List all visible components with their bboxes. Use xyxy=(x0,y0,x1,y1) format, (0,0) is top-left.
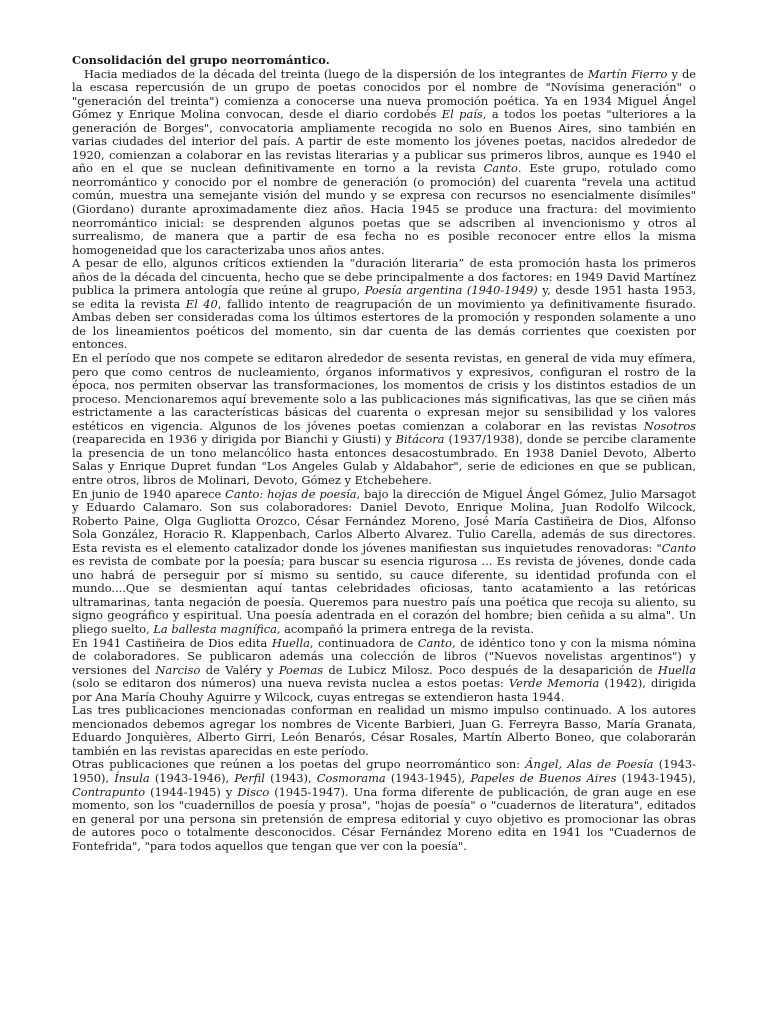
text-run: , continuadora de xyxy=(309,635,418,650)
italic-run: Canto: hojas de poesía xyxy=(225,486,357,501)
paragraph xyxy=(72,68,696,258)
text-run: En 1941 Castiñeira de Dios edita xyxy=(72,635,272,650)
text-run: Otras publicaciones que reúnen a los poetas del grupo neorromántico son: xyxy=(72,757,526,772)
italic-run: Narciso xyxy=(155,662,201,677)
text-run: (1937/1938), donde se percibe claramente la presencia de un tono melancólico hasta entonces desacostumbrado. En 1938 Daniel Devoto, Alberto Salas y Enrique Dupret fundan "Los Angeles Gulab y Aldabahor", serie de ediciones en que se publican, entre otros, libros de Molinari, Devoto, Gómez y Etchebehere. xyxy=(72,432,697,487)
text-run: (1943-1945), xyxy=(385,770,471,785)
italic-run: Verde Memoria xyxy=(508,676,600,691)
italic-run: Poemas xyxy=(278,662,324,677)
italic-run: El país xyxy=(441,107,483,122)
text-run: Las tres publicaciones mencionadas conforman en realidad un mismo impulso continuado. A los autores mencionados debemos agregar los nombres de Vicente Barbieri, Juan G. Ferreyra Basso, María Granata, Eduardo Jonquières, Alberto Girri, León Benarós, César Rosales, Martín Alberto Boneo, que colaborarán también en las revistas aparecidas en este período. xyxy=(72,703,696,758)
text-run: En el período que nos compete se editaron alrededor de sesenta revistas, en general de vida muy efímera, pero que como centros de nucleamiento, órganos informativos y expresivos, configuran el rostro de la época, nos permiten observar las transformaciones, los momentos de crisis y los distintos estadios de un proceso. Mencionaremos aquí brevemente solo a las publicaciones más significativas, las que se ciñen más estrictamente a las características básicas del cuarenta o expresan mejor su sensibilidad y los valores estéticos en vigencia. Algunos de los jóvenes poetas comienzan a colaborar en las revistas xyxy=(72,351,696,433)
paragraph xyxy=(72,352,696,487)
text-run: , bajo la dirección de Miguel Ángel Gómez, Julio Marsagot y Eduardo Calamaro. Son sus colaboradores: Daniel Devoto, Enrique Molina, Juan Rodolfo Wilcock, Roberto Paine, Olga Gugliotta Orozco, César Fernández Moreno, José María Castiñeira de Dios, Alfonso Sola González, Horacio R. Klappenbach, Carlos Alberto Alvarez. Tulio Carella, además de sus directores. Esta revista es el elemento catalizador donde los jóvenes manifiestan sus inquietudes renovadoras: " xyxy=(72,486,696,555)
text-run: (1943-1945), xyxy=(616,770,696,785)
text-run: (1944-1945) y xyxy=(145,784,238,799)
italic-run: Canto, xyxy=(417,635,456,650)
italic-run: La ballesta magnífica, xyxy=(153,621,281,636)
italic-run: El 40 xyxy=(185,296,218,311)
italic-run: Papeles de Buenos Aires xyxy=(470,770,617,785)
text-run: (solo se editaron dos números) una nueva revista nuclea a estos poetas: xyxy=(72,676,509,691)
paragraph xyxy=(72,758,696,853)
text-run: . Este grupo, rotulado como neorromántico y conocido por el nombre de generación (o promoción) del cuarenta "revela una actitud común, muestra una semejante visión del mundo y se expresa con recursos no esencialmente disímiles" (Giordano) durante aproximadamente diez años. Hacia 1945 se produce una fractura: del movimiento neorromántico inicial: se desprenden algunos poetas que se adscriben al invencionismo y otros al surrealismo, de manera que a partir de esa fecha no es posible reconocer entre ellos la misma homogeneidad que los caracterizaba unos años antes. xyxy=(72,161,696,257)
paragraph xyxy=(72,637,696,705)
italic-run: Martín Fierro xyxy=(587,66,668,81)
text-run: es revista de combate por la poesía; para buscar su esencia rigurosa ... Es revista de jóvenes, donde cada uno habrá de perseguir por sí mismo su sentido, su cauce diferente, su identidad profunda con el mundo....Que se desmientan aquí tantas celebridades oficiosas, tanto acatamiento a las retóricas ultramarinas, tanta negación de poesía. Queremos para nuestro país una poética que recoja su aliento, su signo geográfico y espiritual. Una poesía adentrada en el corazón del hombre; bien ceñida a su alma". Un pliego suelto, xyxy=(72,554,696,636)
italic-run: Canto xyxy=(661,540,696,555)
document-title: Consolidación del grupo neorromántico. xyxy=(72,53,330,67)
italic-run: Huella xyxy=(271,635,310,650)
text-run: acompañó la primera entrega de la revista. xyxy=(280,621,535,636)
text-run: (1943-1950), xyxy=(72,757,696,785)
italic-run: Poesía argentina (1940-1949) xyxy=(364,283,538,298)
text-run: (1943), xyxy=(264,770,317,785)
text-run: y, desde 1951 hasta 1953, se edita la revista xyxy=(72,283,696,311)
italic-run: Ángel, Alas de Poesía xyxy=(525,757,654,772)
text-run: de idéntico tono y con la misma nómina de colaboradores. Se publicaron además una colección de libros ("Nuevos novelistas argentinos") y versiones del xyxy=(72,635,696,677)
italic-run: Contrapunto xyxy=(72,784,146,799)
italic-run: Ínsula xyxy=(114,770,150,785)
text-run: (1942), dirigida por Ana María Chouhy Aguirre y Wilcock, cuyas entregas se extendieron hasta 1944. xyxy=(72,676,696,704)
italic-run: Perfil xyxy=(234,770,265,785)
italic-run: Huella xyxy=(657,662,696,677)
italic-run: Disco xyxy=(237,784,270,799)
italic-run: Cosmorama xyxy=(316,770,386,785)
text-run: En junio de 1940 aparece xyxy=(72,486,226,501)
italic-run: Canto xyxy=(483,161,518,176)
italic-run: Bitácora xyxy=(395,432,445,447)
text-run: (1943-1946), xyxy=(149,770,235,785)
text-run: (1945-1947). Una forma diferente de publicación, de gran auge en ese momento, son los "cuadernillos de poesía y prosa", "hojas de poesía" o "cuadernos de literatura", editados en general por una persona sin pretensión de empresa editorial y cuyo objetivo es promocionar las obras de autores poco o totalmente desconocidos. César Fernández Moreno edita en 1941 los "Cuadernos de Fontefrida", "para todos aquellos que tengan que ver con la poesía". xyxy=(72,784,696,853)
text-run: de Lubicz Milosz. Poco después de la desaparición de xyxy=(323,662,658,677)
text-run: , a todos los poetas "ulteriores a la generación de Borges", convocatoria ampliamente recogida no solo en Buenos Aires, sino también en varias ciudades del interior del país. A partir de este momento los jóvenes poetas, nacidos alrededor de 1920, comienzan a colaborar en las revistas literarias y a publicar sus primeros libros, aunque es 1940 el año en el que se nuclean definitivamente en torno a la revista xyxy=(72,107,696,176)
italic-run: Nosotros xyxy=(643,418,696,433)
text-run: (reaparecida en 1936 y dirigida por Bianchi y Giusti) y xyxy=(72,432,396,447)
document-page xyxy=(72,54,696,853)
text-run: Hacia mediados de la década del treinta (luego de la dispersión de los integrantes de xyxy=(84,66,588,81)
text-run: y de la escasa repercusión de un grupo de poetas conocidos por el nombre de "Novísima generación" o "generación del treinta") comienza a conocerse una nueva promoción poética. Ya en 1934 Miguel Ángel Gómez y Enrique Molina convocan, desde el diario cordobés xyxy=(72,66,696,122)
text-run: de Valéry y xyxy=(200,662,279,677)
text-run: , fallido intento de reagrupación de un movimiento ya definitivamente fisurado. Ambas deben ser consideradas coma los últimos estertores de la promoción y responden solamente a uno de los lineamientos poéticos del momento, sin dar cuenta de las demás corrientes que coexisten por entonces. xyxy=(72,296,696,352)
paragraph xyxy=(72,488,696,637)
paragraph xyxy=(72,704,696,758)
paragraph xyxy=(72,257,696,352)
text-run: A pesar de ello, algunos críticos extienden la “duración literaria” de esta promoción hasta los primeros años de la década del cincuenta, hecho que se debe principalmente a dos factores: en 1949 David Martínez publica la primera antología que reúne al grupo, xyxy=(72,256,696,298)
